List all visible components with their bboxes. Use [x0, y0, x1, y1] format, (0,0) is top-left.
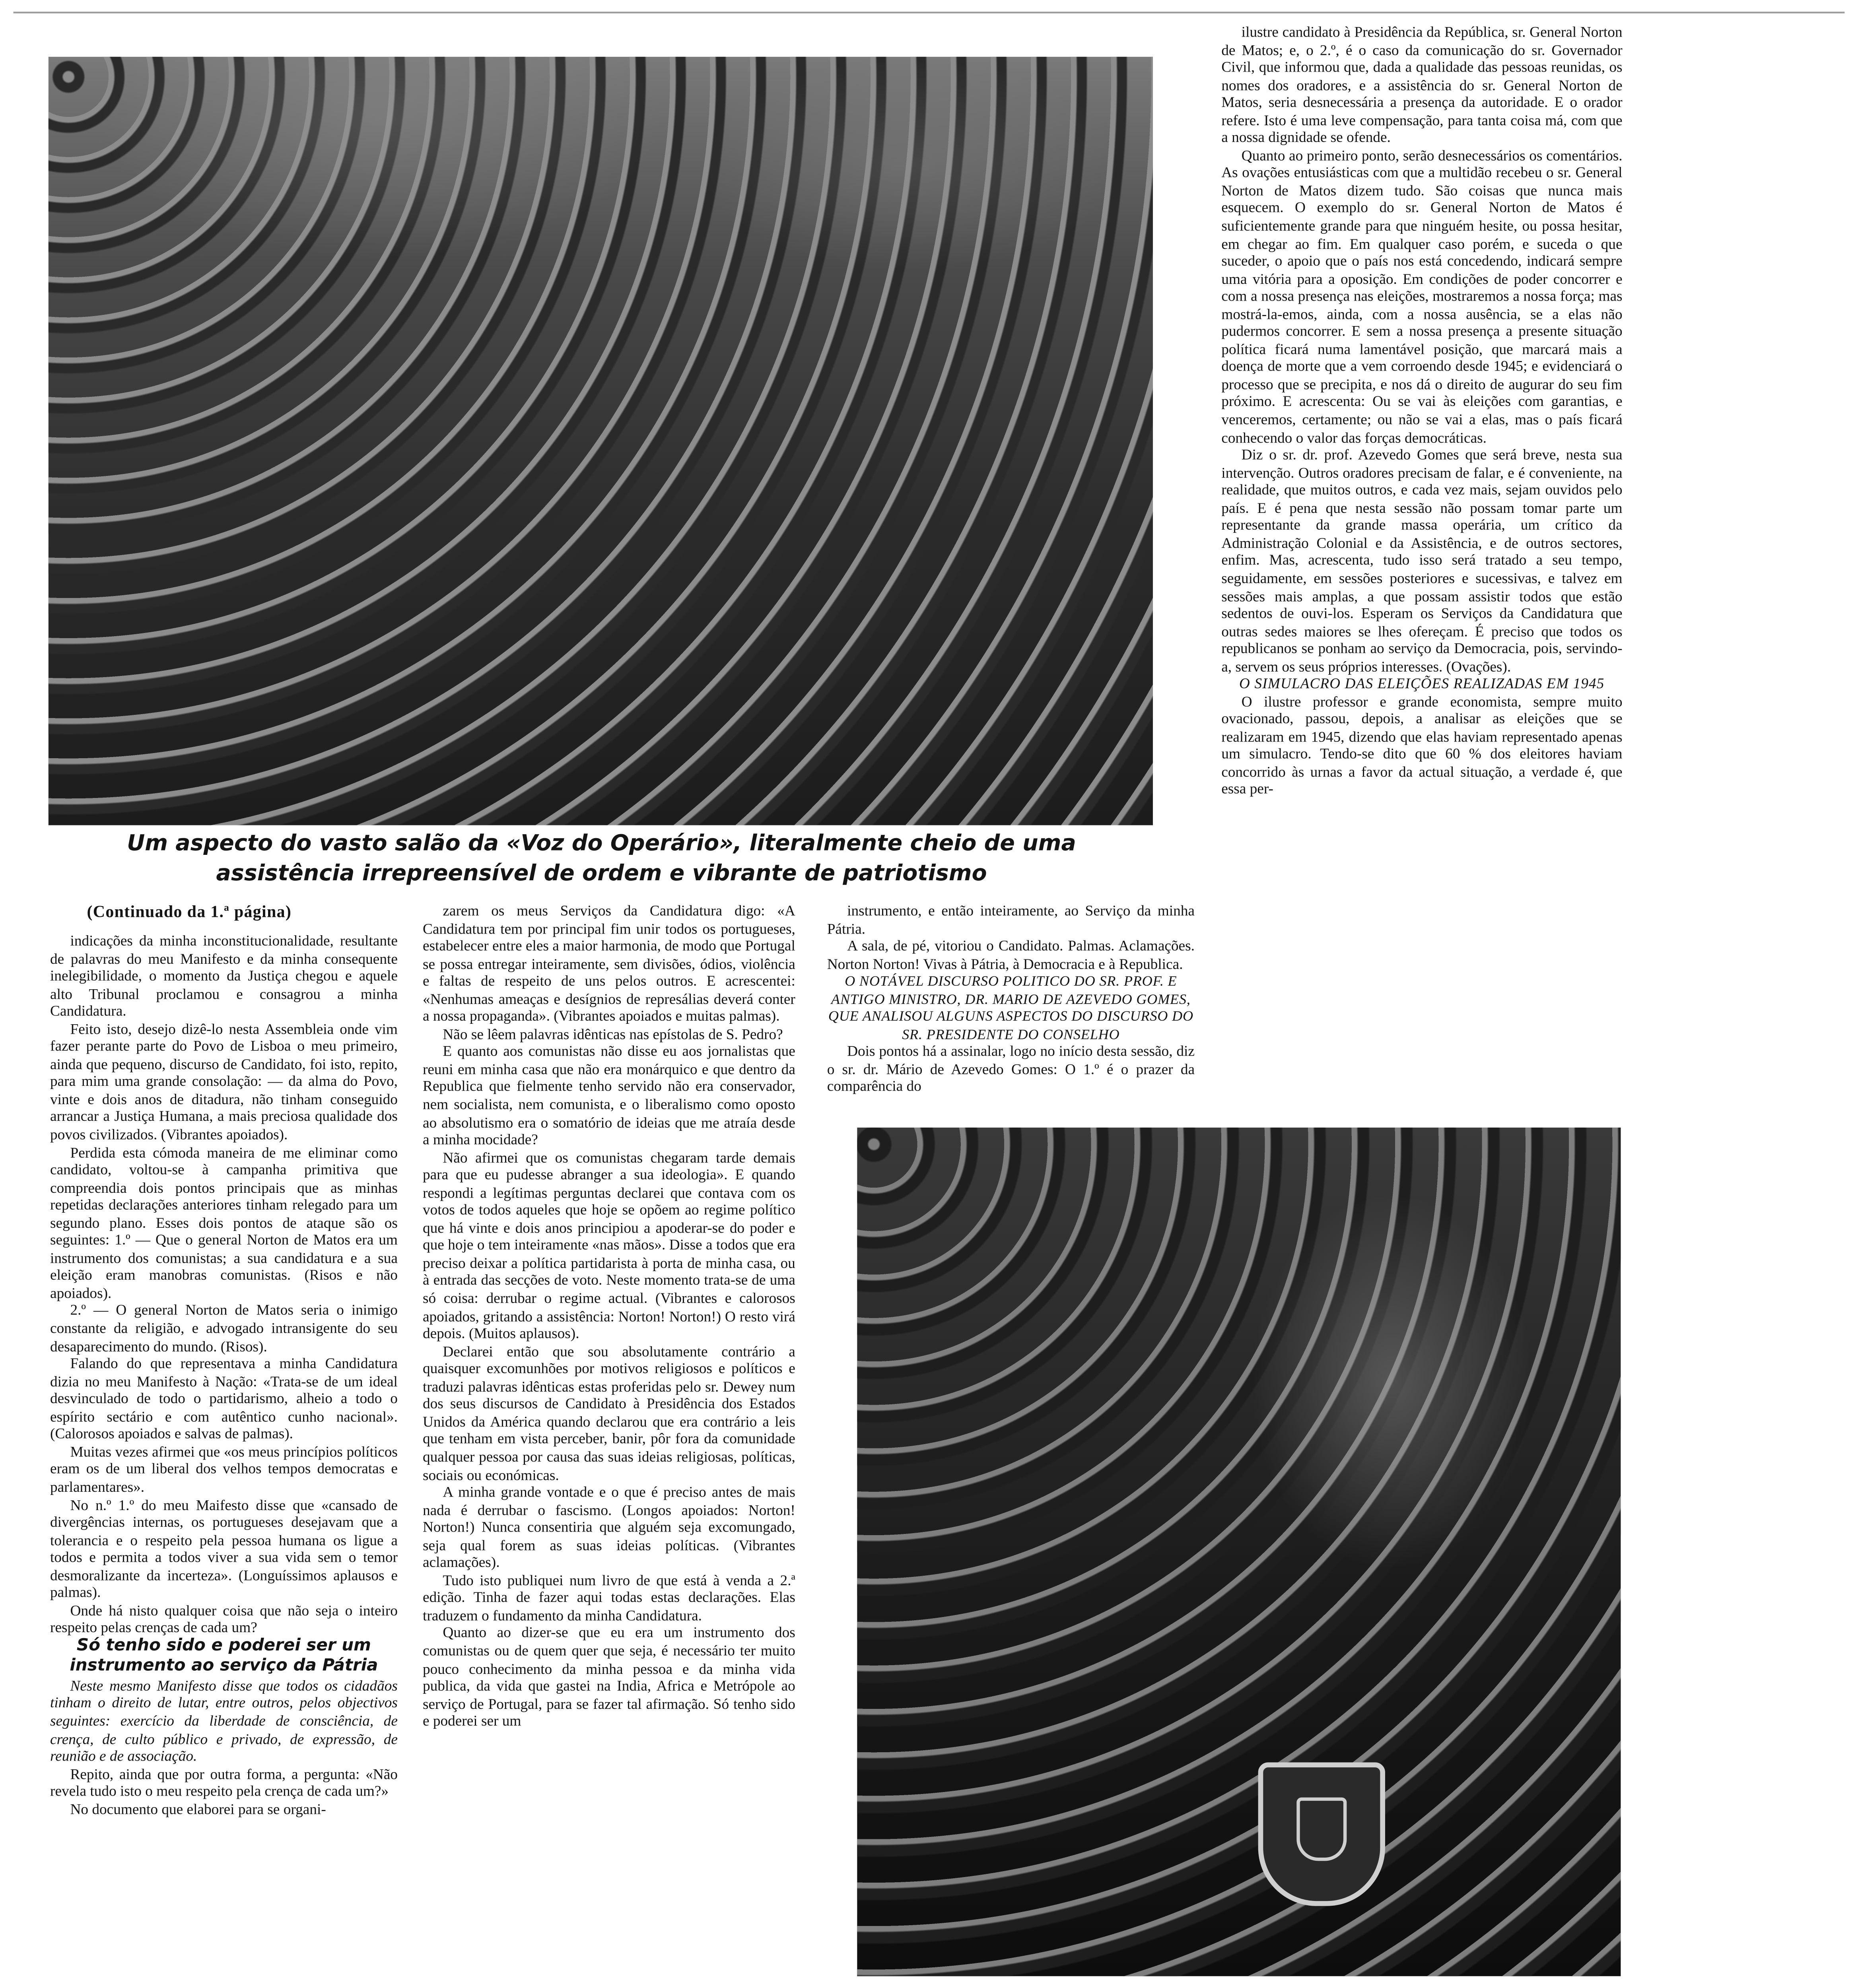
paragraph: instrumento, e então inteiramente, ao Serviço da minha Pátria. — [827, 902, 1195, 937]
paragraph: Repito, ainda que por outra forma, a pergunta: «Não revela tudo isto o meu respeito pela crença de cada um?» — [50, 1765, 398, 1800]
paragraph: Não afirmei que os comunistas chegaram tarde demais para que eu pudesse abranger a sua ideologia». E quando respondi a legítimas perguntas declarei que contava com os votos de todos aqueles que hoje se opõem ao regime político que há vinte e dois anos principiou a apoderar-se do poder e que hoje o tem inteiramente «nas mãos». Disse a todos que era preciso deixar a política partidarista à porta de minha casa, ou à entrada das secções de voto. Neste momento trata-se de uma só coisa: derrubar o regime actual. (Vibrantes e calorosos apoiados, gritando a assistência: Norton! Norton!) O resto virá depois. (Muitos aplausos). — [422, 1149, 795, 1342]
paragraph: Falando do que representava a minha Candidatura dizia no meu Manifesto à Nação: «Trata-se de um ideal desvinculado de todo o partidarismo, alheio a todo o espírito sectário e com autêntico cunho nacional». (Calorosos apoiados e salvas de palmas). — [50, 1355, 398, 1442]
paragraph: Feito isto, desejo dizê-lo nesta Assembleia onde vim fazer perante parte do Povo de Lisboa o meu primeiro, ainda que pequeno, discurso de Candidato, foi isto, repito, para mim uma grande consolação: — da alma do Povo, vinte e dois anos de ditadura, não tinham conseguido arrancar a Justiça Humana, a mais preciosa qualidade dos povos civilizados. (Vibrantes apoiados). — [50, 1020, 398, 1143]
paragraph: E quanto aos comunistas não disse eu aos jornalistas que reuni em minha casa que não era monárquico e que dentro da Republica que fielmente tenho servido não era conservador, nem socialista, nem comunista, e o liberalismo como oposto ao absolutismo era o somatório de ideias que me atraía desde a minha mocidade? — [422, 1043, 795, 1148]
salon-photo-caption: Um aspecto do vasto salão da «Voz do Operário», literalmente cheio de uma assistência irrepreensível de ordem e vibrante de patriotismo — [127, 832, 1076, 887]
col3-paragraphs — [827, 902, 1195, 973]
paragraph: Declarei então que sou absolutamente contrário a quaisquer excomunhões por motivos religiosos e políticos e traduzi palavras idênticas estas proferidas pelo sr. Dewey num dos seus discursos de Candidato à Presidência dos Estados Unidos da América quando declarou que era contrário a leis que tenham em vista perceber, banir, pôr fora da comunidade qualquer pessoa por causa das suas ideias religiosas, políticas, sociais ou económicas. — [422, 1342, 795, 1483]
coat-of-arms-emblem — [1258, 1762, 1385, 1906]
speech-heading: O NOTÁVEL DISCURSO POLITICO DO SR. PROF. E ANTIGO MINISTRO, DR. MARIO DE AZEVEDO GOMES, QUE ANALISOU ALGUNS ASPECTOS DO DISCURSO DO SR. PRESIDENTE DO CONSELHO — [828, 973, 1193, 1042]
paragraph: Perdida esta cómoda maneira de me eliminar como candidato, voltou-se à campanha primitiva que compreendia dois pontos principais que as minhas repetidas declarações anteriores tinham relegado para um segundo plano. Esses dois pontos de ataque são os seguintes: 1.º — Que o general Norton de Matos era um instrumento dos comunistas; a sua candidatura e a sua eleição eram manobras comunistas. (Risos e não apoiados). — [50, 1143, 398, 1301]
paragraph: Onde há nisto qualquer coisa que não seja o inteiro respeito pelas crenças de cada um? — [50, 1602, 398, 1636]
article-column-3 — [827, 902, 1195, 1096]
paragraph: ilustre candidato à Presidência da República, sr. General Norton de Matos; e, o 2.º, é o caso da comunicação do sr. Governador Civil, que informou que, dada a qualidade das pessoas reunidas, os nomes dos oradores, e a assistência do sr. General Norton de Matos, seria desnecessária a presença da autoridade. E o orador refere. Isto é uma leve compensação, para tanta coisa má, com que a nossa dignidade se ofende. — [1221, 23, 1623, 146]
col3b-paragraphs — [827, 1043, 1195, 1095]
elections-section-heading: O SIMULACRO DAS ELEIÇÕES REALIZADAS EM 1945 — [1239, 675, 1605, 692]
paragraph: No documento que elaborei para se organi- — [70, 1800, 326, 1817]
paragraph: A sala, de pé, vitoriou o Candidato. Palmas. Aclamações. Norton Norton! Vivas à Pátria, à Democracia e à Republica. — [827, 937, 1195, 972]
col1-paragraphs — [50, 932, 398, 1637]
top-rule — [14, 12, 1845, 13]
salon-crowd-photo — [49, 57, 1153, 825]
article-column-4 — [1221, 23, 1622, 799]
article-column-2 — [423, 902, 795, 1730]
section-subhead: Só tenho sido e poderei ser um instrumento ao serviço da Pátria — [70, 1637, 378, 1675]
paragraph: Neste mesmo Manifesto disse que todos os cidadãos tinham o direito de lutar, entre outros, pelos objectivos seguintes: exercício da liberdade de consciência, de crença, de culto público e privado, de expressão, de reunião e de associação. — [50, 1677, 398, 1764]
paragraph: indicações da minha inconstitucionalidade, resultante de palavras do meu Manifesto e da minha consequente inelegibilidade, o momento da Justiça chegou e aquele alto Tribunal proclamou e consagrou a minha Candidatura. — [50, 932, 398, 1019]
paragraph: Quanto ao primeiro ponto, serão desnecessários os comentários. As ovações entusiásticas com que a multidão recebeu o sr. General Norton de Matos dizem tudo. São coisas que nunca mais esquecem. O exemplo do sr. General Norton de Matos é suficientemente grande para que ninguém hesite, ou possa hesitar, em chegar ao fim. Em qualquer caso porém, e suceda o que suceder, o apoio que o país nos está concedendo, indicará sempre uma vitória para a oposição. Em condições de poder concorrer e com a nossa presença nas eleições, mostraremos a nossa força; mas mostrá-la-emos, ainda, com a nossa ausência, se a elas não pudermos concorrer. E sem a nossa presença a presente situação política ficará numa lamentável posição, que marcará mais a doença de morte que a vem corroendo desde 1945; e evidenciará o processo que se precipita, e nos dá o direito de augurar do seu fim próximo. E acrescenta: Ou se vai às eleições com garantias, e venceremos, certamente; ou não se vai a elas, mas o país ficará conhecendo o valor das forças democráticas. — [1221, 147, 1623, 446]
article-column-1 — [50, 932, 398, 1818]
paragraph: zarem os meus Serviços da Candidatura digo: «A Candidatura tem por principal fim unir todos os portugueses, estabelecer entre eles a maior harmonia, de modo que Portugal se possa entregar inteiramente, sem divisões, ódios, violência e faltas de respeito de uns pelos outros. E acrescentei: «Nenhumas ameaças e desígnios de represálias deverá conter a nossa propaganda». (Vibrantes apoiados e muitas palmas). — [422, 902, 795, 1025]
col4-paragraphs — [1221, 23, 1622, 676]
paragraph: A minha grande vontade e o que é preciso antes de mais nada é derrubar o fascismo. (Longos apoiados: Norton! Norton!) Nunca consentiria que alguém seja excomungado, seja qual forem as suas ideias políticas. (Vibrantes aclamações). — [422, 1483, 795, 1571]
col1b-paragraphs — [50, 1677, 398, 1818]
col2-paragraphs — [423, 902, 795, 1730]
paragraph: Tudo isto publiquei num livro de que está à venda a 2.ª edição. Tinha de fazer aqui todas estas declarações. Elas traduzem o fundamento da minha Candidatura. — [422, 1571, 795, 1624]
paragraph: Dois pontos há a assinalar, logo no início desta sessão, diz o sr. dr. Mário de Azevedo Gomes: O 1.º é o prazer da comparência do — [827, 1043, 1195, 1095]
paragraph: Muitas vezes afirmei que «os meus princípios políticos eram os de um liberal dos velhos tempos democratas e parlamentares». — [50, 1443, 398, 1495]
paragraph: Diz o sr. dr. prof. Azevedo Gomes que será breve, nesta sua intervenção. Outros oradores precisam de falar, e é conveniente, na realidade, que muitos outros, e cada vez mais, sejam ouvidos pelo país. E é pena que nesta sessão não possam tomar parte um representante da grande massa operária, um crítico da Administração Colonial e da Assistência, e de outros sectores, enfim. Mas, acrescenta, tudo isso será tratado a seu tempo, seguidamente, em sessões posteriores e sucessivas, e talvez em sessões mais amplas, a que possam assistir todos que estão sedentos de ouvi-los. Esperam os Serviços da Candidatura que outras sedes maiores se lhes ofereçam. É preciso que todos os republicanos se ponham ao serviço da Democracia, pois, servindo-a, servem os seus próprios interesses. (Ovações). — [1221, 446, 1623, 675]
paragraph: Quanto ao dizer-se que eu era um instrumento dos comunistas ou de quem quer que seja, é necessário ter muito pouco conhecimento da minha pessoa e da minha vida publica, da vida que gastei na India, Africa e Metrópole ao serviço de Portugal, para se fazer tal afirmação. Só tenho sido e poderei ser um — [422, 1624, 795, 1730]
paragraph: No n.º 1.º do meu Maifesto disse que «cansado de divergências internas, os portugueses desejavam que a tolerancia e o respeito pela pessoa humana os ligue a todos e permita a todos viver a sua vida sem o temor desmoralizante da incerteza». (Longuíssimos aplausos e palmas). — [50, 1496, 398, 1601]
speaker-photo — [857, 1128, 1621, 1976]
paragraph: Não se lêem palavras idênticas nas epístolas de S. Pedro? — [443, 1025, 783, 1042]
col4b-paragraphs — [1221, 693, 1622, 798]
paragraph: 2.º — O general Norton de Matos seria o inimigo constante da religião, e advogado intransigente do seu desaparecimento do mundo. (Risos). — [50, 1302, 398, 1354]
paragraph: O ilustre professor e grande economista, sempre muito ovacionado, passou, depois, a analisar as eleições que se realizaram em 1945, dizendo que elas haviam representado apenas um simulacro. Tendo-se dito que 60 % dos eleitores haviam concorrido às urnas a favor da actual situação, a verdade é, que essa per- — [1221, 693, 1623, 798]
continued-kicker: (Continuado da 1.ª página) — [87, 903, 292, 922]
